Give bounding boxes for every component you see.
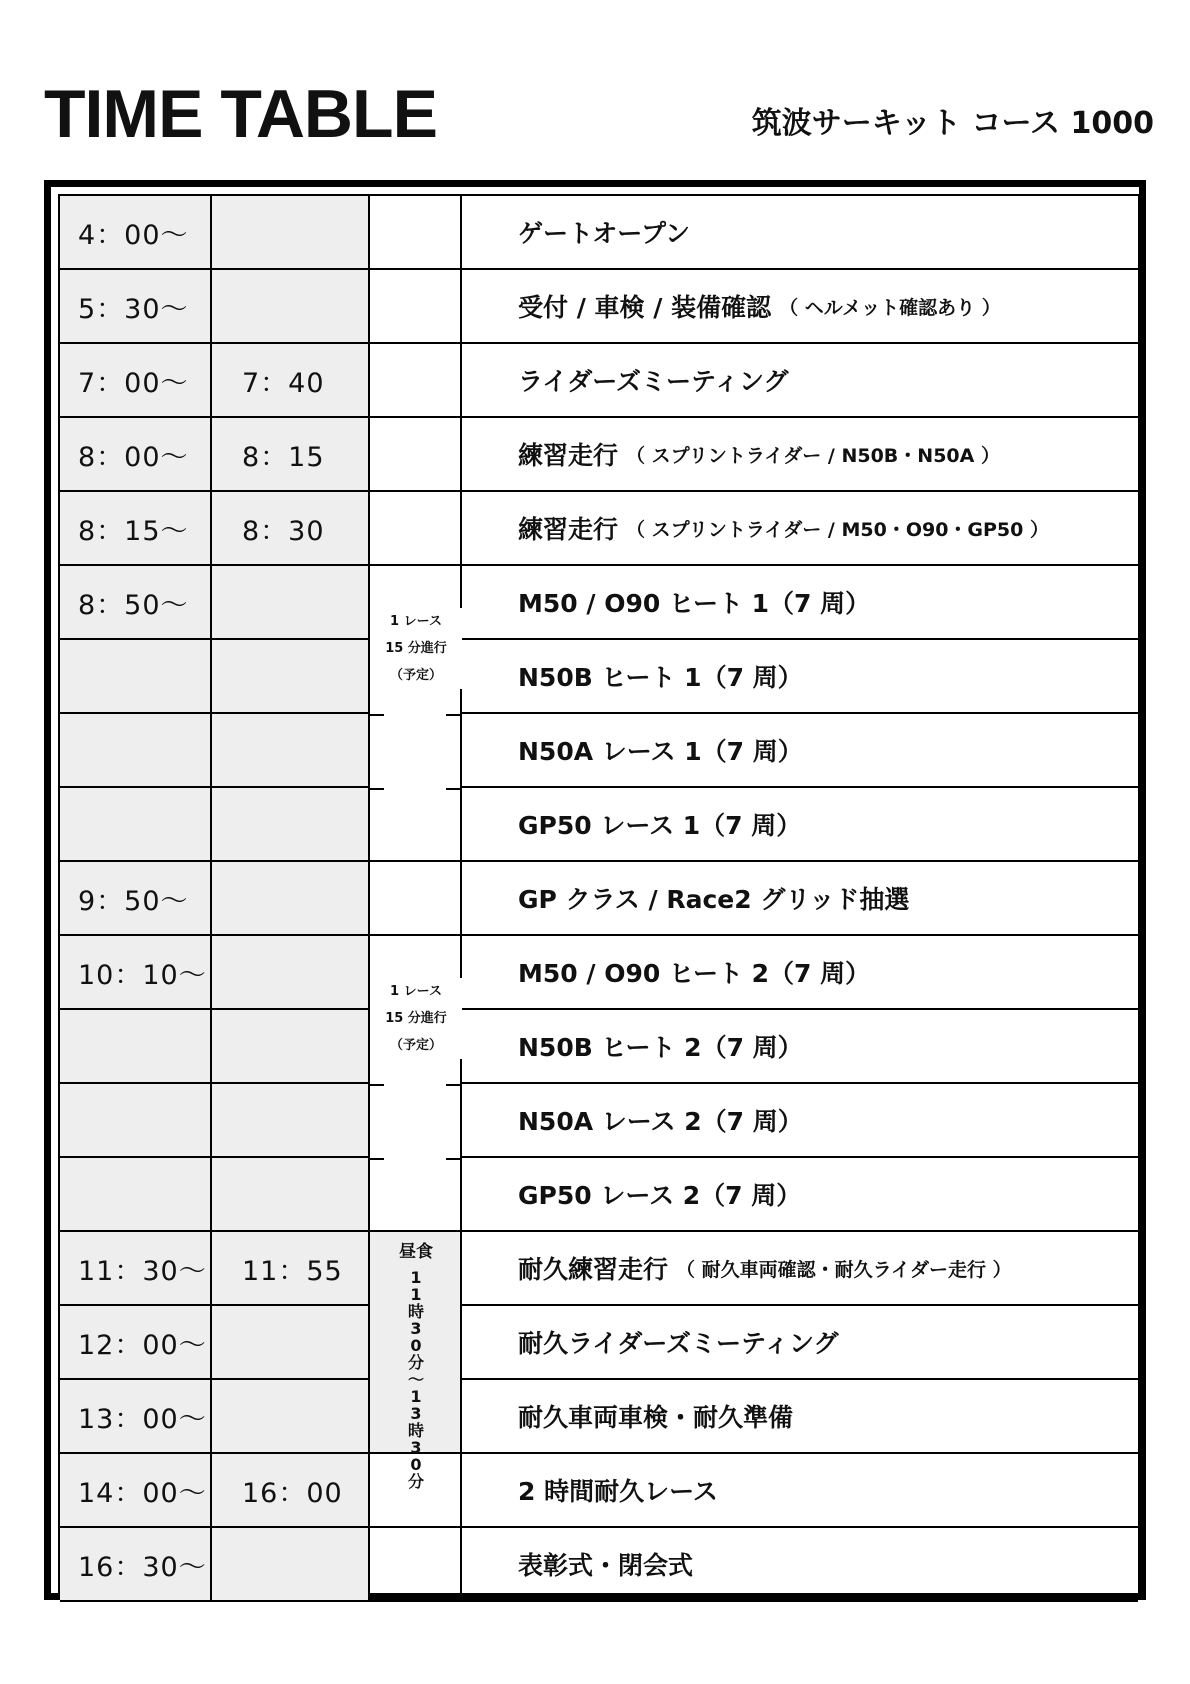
start-time-cell [60, 1084, 212, 1158]
start-time-cell: 12：00〜 [60, 1306, 212, 1380]
note-cell [370, 1528, 462, 1602]
end-time-cell [212, 640, 370, 714]
end-time-cell [212, 714, 370, 788]
race-progress-note [370, 608, 462, 689]
end-time-cell [212, 1306, 370, 1380]
event-cell [462, 936, 1138, 1010]
event-cell [462, 1454, 1138, 1528]
event-label: 耐久ライダーズミーティング [518, 1329, 839, 1358]
event-detail: （ スプリントライダー / M50・O90・GP50 ） [626, 518, 1049, 541]
event-detail: （ 耐久車両確認・耐久ライダー走行 ） [676, 1258, 1012, 1281]
event-cell [462, 196, 1138, 270]
note-line: 15 分進行 [385, 1011, 447, 1026]
end-time-cell [212, 1528, 370, 1602]
event-label: 受付 / 車検 / 装備確認 [518, 293, 772, 322]
start-time-cell: 11：30〜 [60, 1232, 212, 1306]
start-time-cell: 13：00〜 [60, 1380, 212, 1454]
start-time-cell: 4：00〜 [60, 196, 212, 270]
timetable-frame [44, 180, 1146, 1600]
note-cell [370, 196, 462, 270]
page-title: TIME TABLE [44, 76, 437, 152]
event-detail: （ スプリントライダー / N50B・N50A ） [626, 444, 1000, 467]
start-time-cell: 14：00〜 [60, 1454, 212, 1528]
end-time-cell: 8：15 [212, 418, 370, 492]
event-label: 練習走行 [518, 441, 619, 470]
timetable-row [60, 196, 1138, 270]
note-cell [370, 344, 462, 418]
event-cell [462, 1306, 1138, 1380]
end-time-cell [212, 788, 370, 862]
lunch-note [370, 1244, 462, 1490]
timetable-row [60, 1010, 1138, 1084]
note-line: （予定） [389, 668, 442, 683]
note-cell [370, 1084, 462, 1158]
event-label: M50 / O90 ヒート 2（7 周） [518, 959, 871, 988]
timetable-row [60, 566, 1138, 640]
end-time-cell [212, 936, 370, 1010]
end-time-cell [212, 1084, 370, 1158]
event-label: 表彰式・閉会式 [518, 1551, 694, 1580]
note-cell [370, 714, 462, 788]
event-cell [462, 1380, 1138, 1454]
timetable-row [60, 788, 1138, 862]
event-label: 練習走行 [518, 515, 619, 544]
end-time-cell [212, 566, 370, 640]
timetable-row [60, 1306, 1138, 1380]
end-time-cell [212, 1010, 370, 1084]
event-label: N50A レース 2（7 周） [518, 1107, 803, 1136]
race-progress-note [370, 978, 462, 1059]
timetable-row [60, 270, 1138, 344]
timetable-row [60, 1380, 1138, 1454]
end-time-cell: 16：00 [212, 1454, 370, 1528]
start-time-cell: 5：30〜 [60, 270, 212, 344]
event-label: ライダーズミーティング [518, 367, 789, 396]
event-cell [462, 344, 1138, 418]
event-label: N50B ヒート 1（7 周） [518, 663, 803, 692]
lunch-label: 昼食 [399, 1242, 433, 1262]
start-time-cell: 10：10〜 [60, 936, 212, 1010]
timetable-row [60, 1232, 1138, 1306]
event-cell [462, 714, 1138, 788]
event-label: GP クラス / Race2 グリッド抽選 [518, 885, 910, 914]
end-time-cell [212, 196, 370, 270]
end-time-cell [212, 1380, 370, 1454]
event-cell [462, 418, 1138, 492]
end-time-cell [212, 270, 370, 344]
end-time-cell: 7：40 [212, 344, 370, 418]
end-time-cell: 11：55 [212, 1232, 370, 1306]
note-cell [370, 1158, 462, 1232]
timetable-row [60, 936, 1138, 1010]
start-time-cell [60, 788, 212, 862]
event-label: N50A レース 1（7 周） [518, 737, 803, 766]
event-cell [462, 566, 1138, 640]
timetable-row [60, 1454, 1138, 1528]
event-cell [462, 270, 1138, 344]
timetable-row [60, 1528, 1138, 1602]
event-cell [462, 1084, 1138, 1158]
lunch-time: 11時30分〜13時30分 [407, 1268, 424, 1491]
note-cell [370, 788, 462, 862]
event-cell [462, 1232, 1138, 1306]
start-time-cell [60, 1010, 212, 1084]
timetable-row [60, 344, 1138, 418]
timetable-row [60, 418, 1138, 492]
event-label: M50 / O90 ヒート 1（7 周） [518, 589, 871, 618]
event-cell [462, 492, 1138, 566]
end-time-cell [212, 862, 370, 936]
note-cell [370, 492, 462, 566]
note-cell [370, 862, 462, 936]
note-line: 1 レース [390, 984, 442, 999]
note-cell [370, 270, 462, 344]
event-detail: （ ヘルメット確認あり ） [779, 296, 1001, 319]
start-time-cell: 8：15〜 [60, 492, 212, 566]
timetable-row [60, 492, 1138, 566]
event-cell [462, 1010, 1138, 1084]
note-cell [370, 418, 462, 492]
event-cell [462, 1158, 1138, 1232]
note-line: （予定） [389, 1038, 442, 1053]
start-time-cell: 8：00〜 [60, 418, 212, 492]
timetable-row [60, 1158, 1138, 1232]
event-label: GP50 レース 2（7 周） [518, 1181, 802, 1210]
start-time-cell [60, 714, 212, 788]
timetable-row [60, 640, 1138, 714]
event-label: 2 時間耐久レース [518, 1477, 718, 1506]
timetable-row [60, 714, 1138, 788]
note-line: 15 分進行 [385, 641, 447, 656]
start-time-cell [60, 1158, 212, 1232]
event-label: 耐久車両車検・耐久準備 [518, 1403, 794, 1432]
event-cell [462, 862, 1138, 936]
event-label: 耐久練習走行 [518, 1255, 669, 1284]
start-time-cell: 9：50〜 [60, 862, 212, 936]
event-label: ゲートオープン [518, 219, 691, 248]
event-cell [462, 788, 1138, 862]
timetable-row [60, 862, 1138, 936]
start-time-cell: 16：30〜 [60, 1528, 212, 1602]
timetable-grid [58, 194, 1140, 1600]
note-line: 1 レース [390, 614, 442, 629]
end-time-cell: 8：30 [212, 492, 370, 566]
event-cell [462, 640, 1138, 714]
timetable-row [60, 1084, 1138, 1158]
start-time-cell [60, 640, 212, 714]
start-time-cell: 8：50〜 [60, 566, 212, 640]
venue-name: 筑波サーキット コース 1000 [751, 106, 1154, 141]
event-label: GP50 レース 1（7 周） [518, 811, 802, 840]
end-time-cell [212, 1158, 370, 1232]
event-label: N50B ヒート 2（7 周） [518, 1033, 803, 1062]
start-time-cell: 7：00〜 [60, 344, 212, 418]
event-cell [462, 1528, 1138, 1602]
